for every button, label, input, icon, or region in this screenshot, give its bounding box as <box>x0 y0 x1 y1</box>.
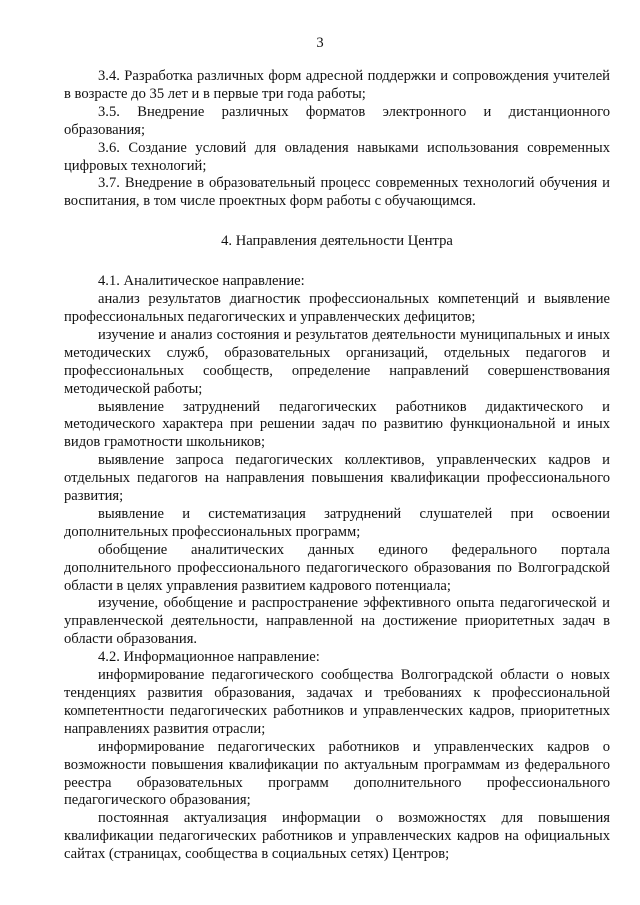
paragraph: обобщение аналитических данных единого федерального портала дополнительного профессионального педагогического образования по Волгоградской области в целях управления развитием кадрового потенциала; <box>64 541 610 594</box>
paragraph: 4.1. Аналитическое направление: <box>98 273 305 290</box>
paragraph: 4.2. Информационное направление: <box>98 649 320 666</box>
paragraph: анализ результатов диагностик профессиональных компетенций и выявление профессиональных педагогических и управленческих дефицитов; <box>64 291 610 325</box>
paragraph: 3.6. Создание условий для овладения навыками использования современных цифровых технологий; <box>64 139 610 174</box>
paragraph: выявление и систематизация затруднений слушателей при освоении дополнительных профессиональных программ; <box>64 505 610 540</box>
paragraph: 3.5. Внедрение различных форматов электронного и дистанционного образования; <box>64 103 610 138</box>
paragraph: изучение и анализ состояния и результатов деятельности муниципальных и иных методических служб, образовательных организаций, отдельных педагогов и профессиональных сообществ, определение направлений совершенствования методической работы; <box>64 326 610 397</box>
paragraph: изучение, обобщение и распространение эффективного опыта педагогической и управленческой деятельности, направленной на достижение приоритетных задач в области образования. <box>64 595 610 648</box>
paragraph: выявление затруднений педагогических работников дидактического и методического характера при решении задач по развитию функциональной и иных видов грамотности школьников; <box>64 398 610 451</box>
section-heading: 4. Направления деятельности Центра <box>221 233 453 250</box>
document-body <box>64 68 610 864</box>
paragraph: информирование педагогических работников и управленческих кадров о возможности повышения квалификации по актуальным программам из федерального реестра образовательных программ дополнительного профессионального педагогического образования; <box>64 738 610 809</box>
paragraph: информирование педагогического сообщества Волгоградской области о новых тенденциях развития образования, задачах и требованиях к профессиональной компетентности педагогических работников и управленческих кадров, приоритетных направлениях развития отрасли; <box>64 667 610 737</box>
page-number: 3 <box>316 35 324 51</box>
paragraph: выявление запроса педагогических коллективов, управленческих кадров и отдельных педагогов на направления повышения квалификации профессионального развития; <box>64 452 610 505</box>
paragraph: 3.7. Внедрение в образовательный процесс современных технологий обучения и воспитания, в том числе проектных форм работы с обучающимся. <box>64 175 610 210</box>
paragraph: 3.4. Разработка различных форм адресной поддержки и сопровождения учителей в возрасте до 35 лет и в первые три года работы; <box>64 68 610 102</box>
paragraph: постоянная актуализация информации о возможностях для повышения квалификации педагогических работников и управленческих кадров на официальных сайтах (страницах, сообщества в социальных сетях) Центров; <box>64 810 610 863</box>
